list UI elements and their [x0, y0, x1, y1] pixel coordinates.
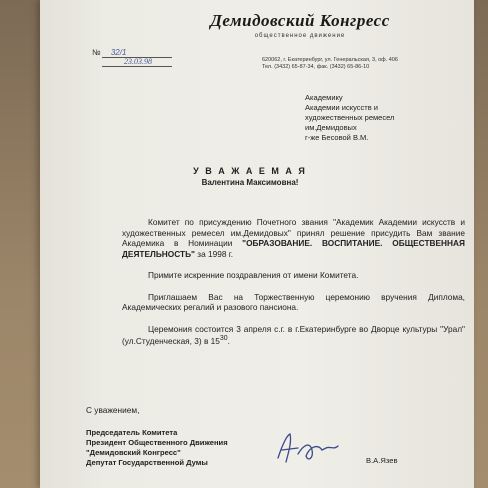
paragraph-invitation: Приглашаем Вас на Торжественную церемонию вручения Диплома, Академических регалий и разового пансиона.: [122, 291, 465, 312]
org-subtitle: общественное движение: [254, 33, 346, 39]
time-minutes: 30: [219, 335, 228, 342]
signatory-line: Президент Общественного Движения: [86, 438, 228, 447]
paragraph-award: Комитет по присуждению Почетного звания "Академик Академии искусств и художественных ремесел им.Демидовых" принял решение присудить Вам звание Академика в Номинации "ОБРАЗОВАНИЕ. ВОСПИТАНИЕ. ОБЩЕСТВЕННАЯ ДЕЯТЕЛЬНОСТЬ" за 1998 г.: [122, 217, 465, 259]
signatory-line: Председатель Комитета: [86, 428, 178, 437]
org-name: Демидовский Конгресс: [210, 11, 390, 30]
letterhead-address: [262, 57, 462, 71]
reference-number: [92, 48, 126, 57]
greeting: [135, 165, 365, 188]
paragraph-ceremony: Церемония состоится 3 апреля с.г. в г.Екатеринбурге во Дворце культуры "Урал" (ул.Студенческая, 3) в $15^{30}$.: [122, 323, 465, 346]
letter-body: [122, 217, 465, 357]
recipient-block: [305, 93, 475, 143]
addressee-name: Валентина Максимовна!: [201, 178, 299, 187]
handwritten-date: 23.03.98: [124, 57, 152, 66]
recipient-line: г-же Бесовой В.М.: [305, 133, 369, 142]
salutation: У В А Ж А Е М А Я: [193, 166, 307, 176]
recipient-line: Академии искусств и: [305, 103, 378, 112]
paragraph-congratulations: Примите искренние поздравления от имени Комитета.: [148, 270, 359, 280]
nomination-title: "ОБРАЗОВАНИЕ. ВОСПИТАНИЕ. ОБЩЕСТВЕННАЯ ДЕЯТЕЛЬНОСТЬ": [122, 238, 465, 259]
letter-page: [40, 0, 474, 488]
date-underline: [102, 66, 172, 67]
signatory-name: В.А.Язев: [366, 456, 398, 465]
recipient-line: им.Демидовых: [305, 123, 357, 132]
letterhead-logo: [180, 9, 420, 41]
recipient-line: художественных ремесел: [305, 113, 395, 122]
address-line: 620062, г. Екатеринбург, ул. Генеральская, 3, оф. 406: [262, 57, 398, 63]
signatory-line: "Демидовский Конгресс": [86, 448, 181, 457]
number-label: №: [92, 48, 101, 57]
closing: С уважением,: [86, 405, 140, 415]
phone-line: Тел. (3432) 65-87-34, фак. (3432) 65-86-10: [262, 64, 370, 70]
signatory-line: Депутат Государственной Думы: [86, 458, 208, 467]
recipient-line: Академику: [305, 93, 343, 102]
handwritten-number: 32/1: [110, 48, 127, 57]
handwritten-signature: [268, 428, 358, 468]
